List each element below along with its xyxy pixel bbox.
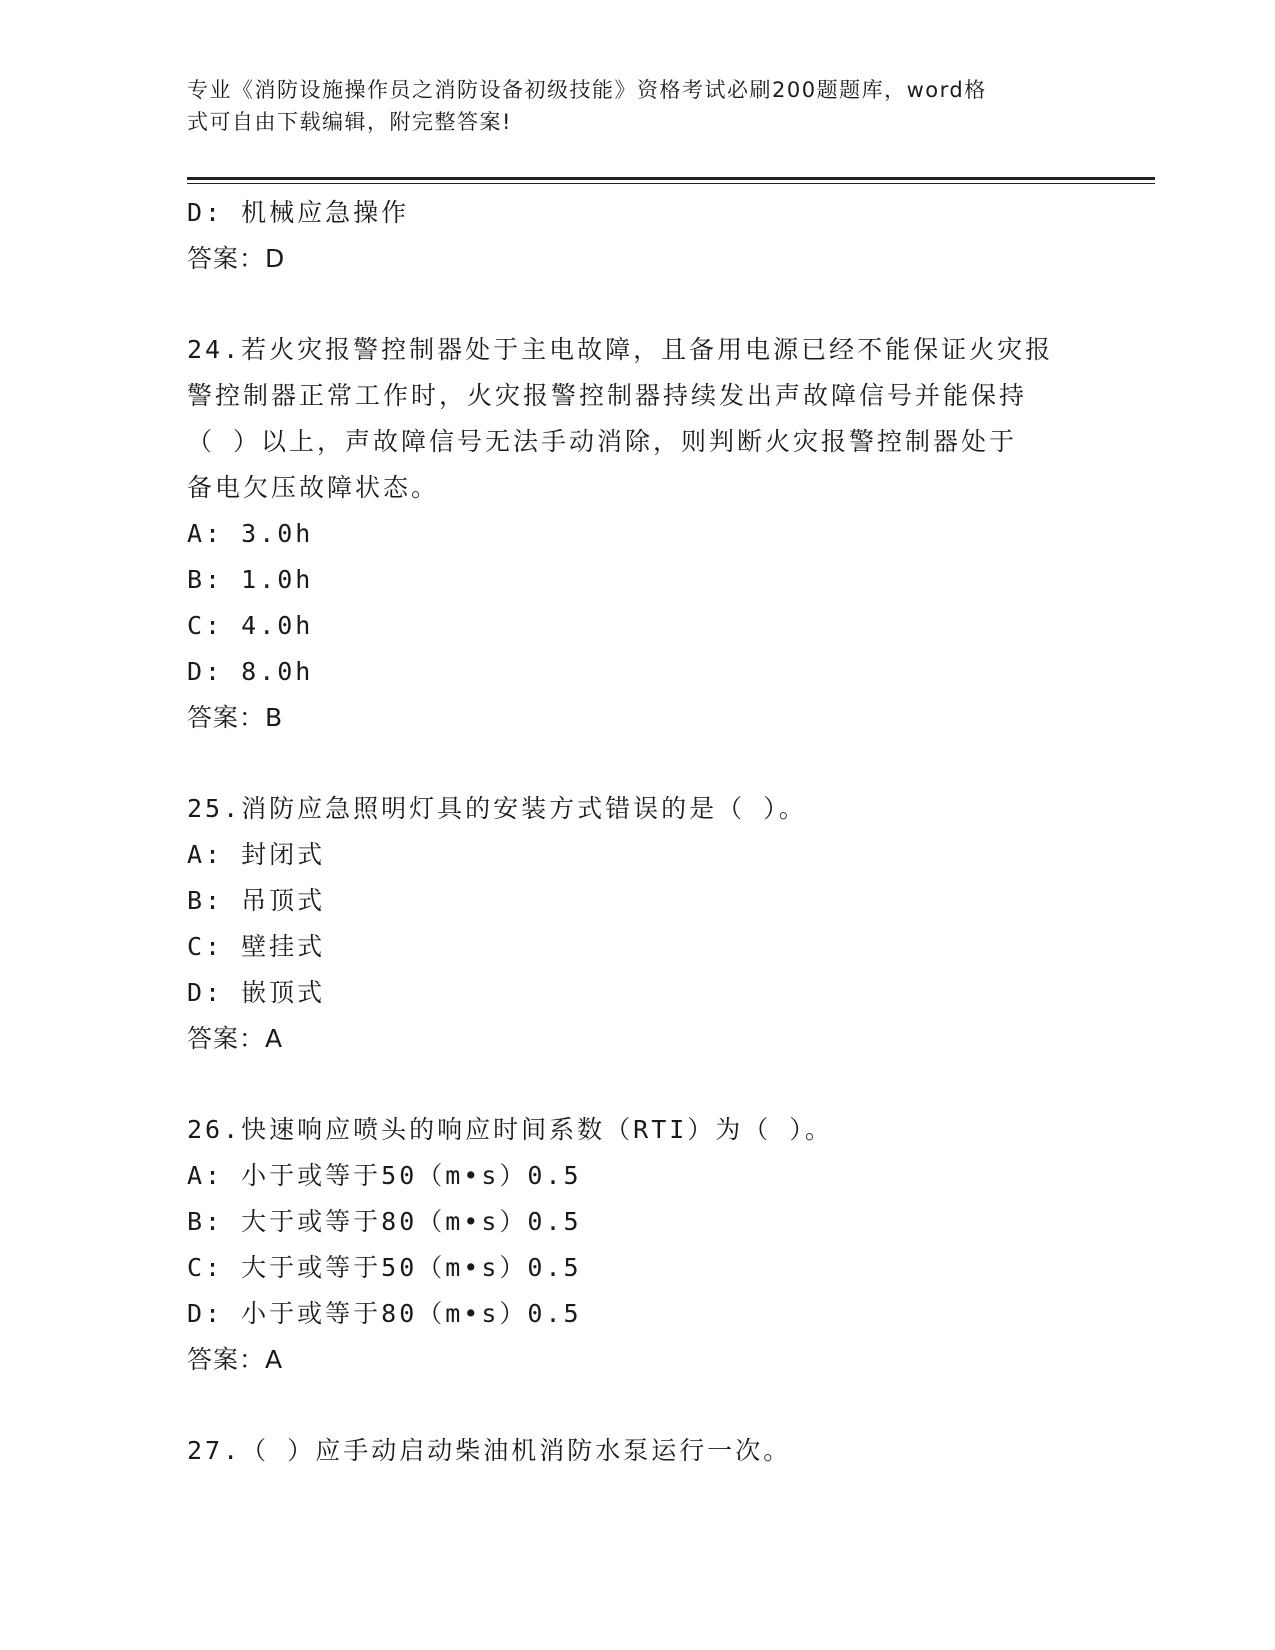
question-text-line: 备电欠压故障状态。 [187, 473, 440, 502]
option-c: C: 大于或等于50（m•s）0.5 [187, 1253, 582, 1282]
answer: 答案：A [187, 1345, 284, 1374]
option-d: D: 嵌顶式 [187, 978, 326, 1007]
answer: 答案：D [187, 244, 286, 273]
option-b: B: 吊顶式 [187, 886, 326, 915]
question-content [187, 190, 1087, 1474]
option-d: D: 小于或等于80（m•s）0.5 [187, 1299, 582, 1328]
option-d: D: 8.0h [187, 657, 314, 686]
question-text-line: 25.消防应急照明灯具的安装方式错误的是（ ）。 [187, 794, 807, 823]
answer: 答案：A [187, 1024, 284, 1053]
option-a: A: 小于或等于50（m•s）0.5 [187, 1161, 582, 1190]
header-line-2: 式可自由下载编辑，附完整答案! [187, 110, 512, 134]
question-text-line: 26.快速响应喷头的响应时间系数（RTI）为（ ）。 [187, 1115, 833, 1144]
option-a: A: 3.0h [187, 519, 314, 548]
question-text-line: 警控制器正常工作时，火灾报警控制器持续发出声故障信号并能保持 [187, 381, 1028, 410]
header-line-1: 专业《消防设施操作员之消防设备初级技能》资格考试必刷200题题库，word格 [187, 78, 987, 102]
option-c: C: 壁挂式 [187, 932, 326, 961]
question-text-line: （ ）以上，声故障信号无法手动消除，则判断火灾报警控制器处于 [187, 427, 1018, 456]
option-d: D: 机械应急操作 [187, 198, 410, 227]
option-b: B: 大于或等于80（m•s）0.5 [187, 1207, 582, 1236]
question-25 [187, 786, 1087, 1062]
question-26 [187, 1107, 1087, 1383]
document-header [187, 74, 1087, 138]
answer: 答案：B [187, 703, 284, 732]
question-24 [187, 327, 1087, 741]
question-text-line: 27.（ ）应手动启动柴油机消防水泵运行一次。 [187, 1436, 792, 1465]
header-divider-thin [187, 183, 1155, 184]
header-divider-thick [187, 177, 1155, 180]
option-c: C: 4.0h [187, 611, 314, 640]
option-a: A: 封闭式 [187, 840, 326, 869]
option-b: B: 1.0h [187, 565, 314, 594]
question-27 [187, 1428, 1087, 1474]
prev-question [187, 190, 1087, 282]
question-text-line: 24.若火灾报警控制器处于主电故障，且备用电源已经不能保证火灾报 [187, 335, 1054, 364]
